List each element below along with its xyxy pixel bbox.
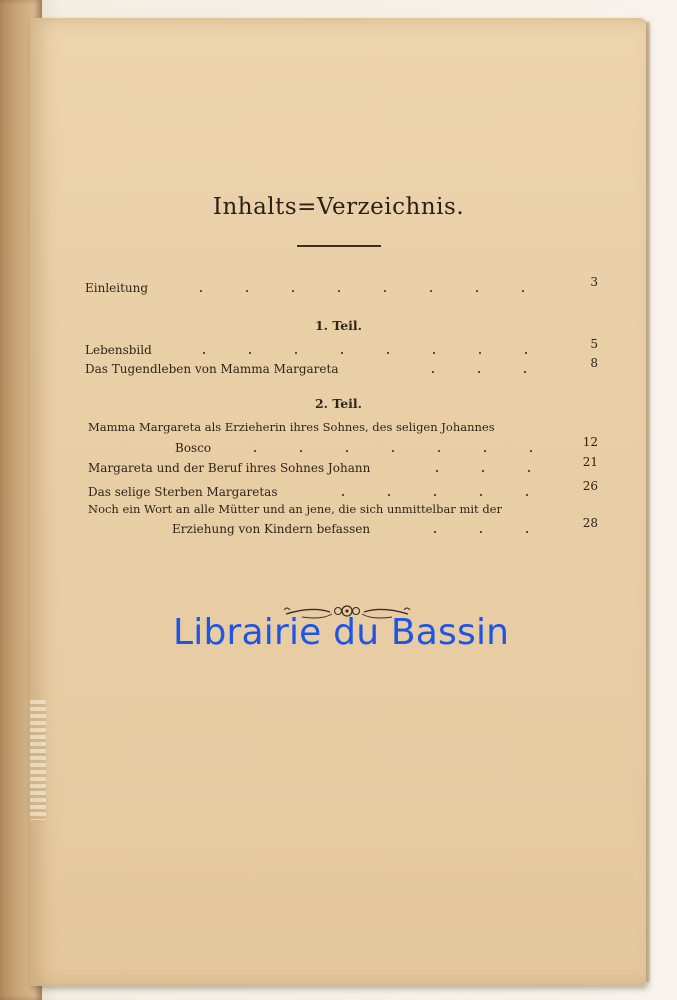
toc-entry-page: 12 bbox=[582, 435, 598, 449]
page-title: Inhalts=Verzeichnis. bbox=[212, 194, 465, 220]
toc-entry-label-line2: Bosco bbox=[175, 441, 212, 455]
leader-dots bbox=[320, 494, 564, 496]
section-heading-part2: 2. Teil. bbox=[314, 396, 363, 411]
title-divider bbox=[297, 245, 381, 247]
leader-dots bbox=[412, 531, 564, 533]
toc-entry-page: 26 bbox=[582, 479, 598, 493]
watermark-text: Librairie du Bassin bbox=[173, 612, 510, 653]
toc-entry-label: Einleitung bbox=[85, 281, 149, 295]
leader-dots bbox=[178, 290, 564, 292]
toc-entry-label: Das Tugendleben von Mamma Margareta bbox=[85, 362, 339, 376]
leader-dots bbox=[410, 371, 564, 373]
leader-dots bbox=[181, 352, 564, 354]
toc-entry-label-line1: Mamma Margareta als Erzieherin ihres Sohnes, des seligen Johannes bbox=[88, 420, 495, 434]
leader-dots bbox=[232, 450, 564, 452]
toc-entry-label: Margareta und der Beruf ihres Sohnes Johann bbox=[88, 461, 371, 475]
toc-entry-page: 21 bbox=[582, 455, 598, 469]
toc-entry-label: Das selige Sterben Margaretas bbox=[88, 485, 278, 499]
toc-entry-label: Lebensbild bbox=[85, 343, 152, 357]
toc-entry-label-line2: Erziehung von Kindern befassen bbox=[172, 522, 371, 536]
toc-entry-page: 5 bbox=[590, 337, 598, 351]
torn-binding bbox=[30, 700, 46, 820]
toc-entry-page: 3 bbox=[590, 275, 598, 289]
section-heading-part1: 1. Teil. bbox=[314, 318, 363, 333]
toc-entry-page: 28 bbox=[582, 516, 598, 530]
leader-dots bbox=[414, 470, 564, 472]
toc-entry-page: 8 bbox=[590, 356, 598, 370]
toc-entry-label-line1: Noch ein Wort an alle Mütter und an jene, die sich unmittelbar mit der bbox=[88, 502, 502, 516]
